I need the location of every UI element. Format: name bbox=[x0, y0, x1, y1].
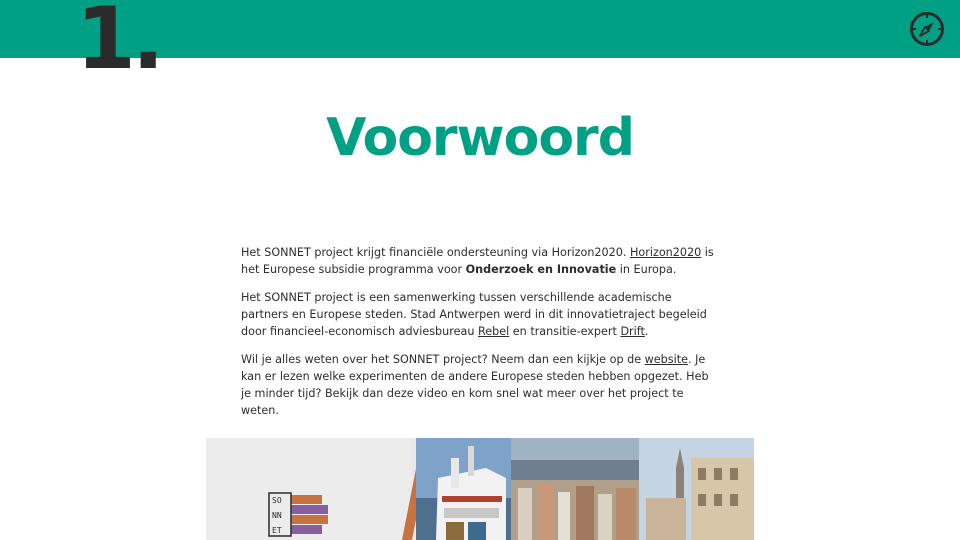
bold-text: Onderzoek en Innovatie bbox=[465, 263, 617, 276]
logo-text-2: NN bbox=[272, 511, 282, 520]
banner-collage bbox=[206, 438, 754, 540]
paragraph-partners bbox=[241, 289, 721, 340]
website-link[interactable]: website bbox=[644, 353, 688, 366]
drift-link[interactable]: Drift bbox=[620, 325, 645, 338]
logo-text-1: SO bbox=[272, 496, 282, 505]
text: . bbox=[644, 325, 649, 338]
chapter-number: 1. bbox=[76, 0, 161, 89]
text: en transitie-expert bbox=[509, 325, 621, 338]
text: in Europa. bbox=[616, 263, 677, 276]
page-title: Voorwoord bbox=[326, 108, 634, 168]
rebel-link[interactable]: Rebel bbox=[477, 325, 510, 338]
video-banner[interactable] bbox=[206, 438, 754, 540]
compass-icon[interactable] bbox=[909, 11, 945, 47]
logo-text-3: ET bbox=[272, 526, 282, 535]
intro-text bbox=[241, 244, 721, 430]
text: is het Europese subsidie programma voor bbox=[241, 246, 714, 276]
horizon2020-link[interactable]: Horizon2020 bbox=[630, 246, 702, 259]
text: Wil je alles weten over het SONNET project? Neem dan een kijkje op de bbox=[241, 353, 645, 366]
paragraph-horizon bbox=[241, 244, 721, 278]
paragraph-website bbox=[241, 351, 721, 419]
text: Het SONNET project is een samenwerking tussen verschillende academische partners en Europese steden. Stad Antwerpen werd in dit innovatietraject begeleid door financieel-economisch adviesbureau bbox=[241, 291, 707, 338]
text: . Je kan er lezen welke experimenten de andere Europese steden hebben opgezet. Heb je minder tijd? Bekijk dan deze video en kom snel wat meer over het project te weten. bbox=[241, 353, 709, 417]
text: Het SONNET project krijgt financiële ondersteuning via Horizon2020. bbox=[241, 246, 630, 259]
